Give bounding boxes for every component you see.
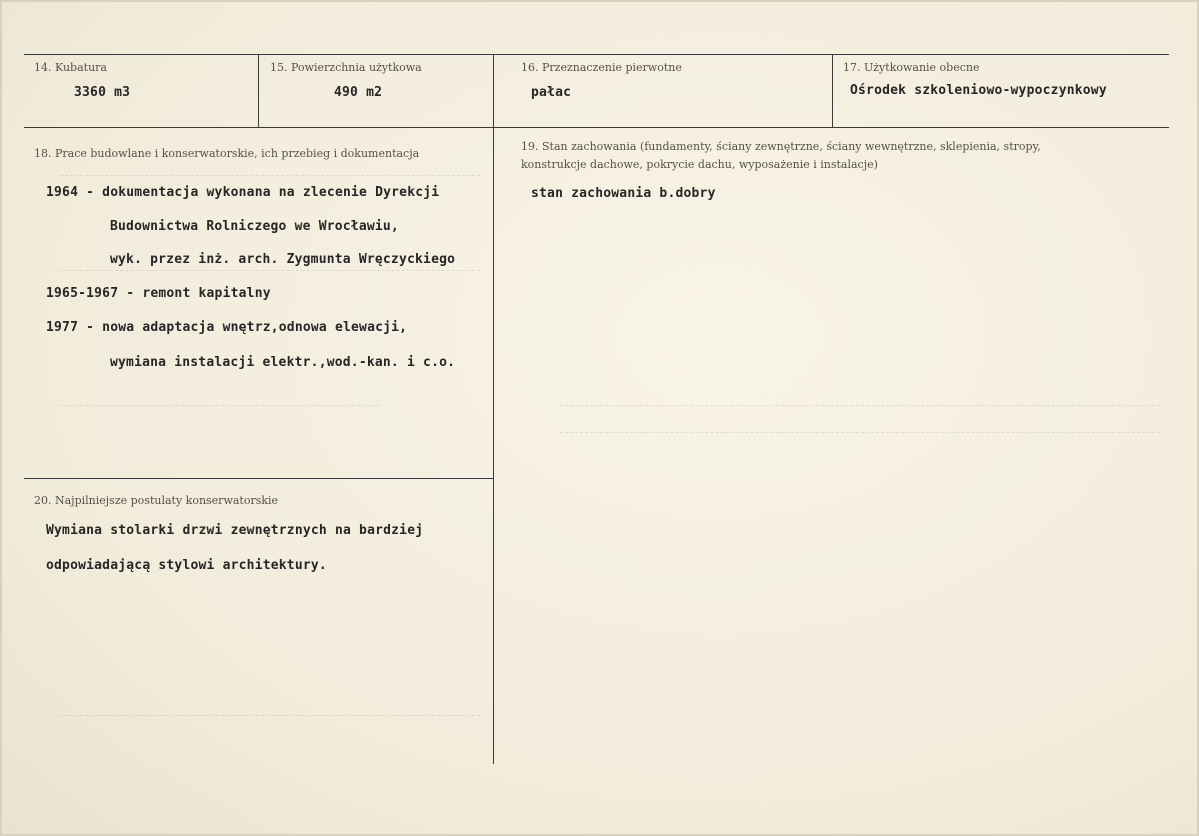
przeznaczenie-value: pałac [531, 85, 572, 100]
powierzchnia-label: 15. Powierzchnia użytkowa [270, 61, 422, 74]
postulaty-line: Wymiana stolarki drzwi zewnętrznych na bardziej [46, 523, 424, 538]
divider-16-17 [832, 54, 833, 128]
powierzchnia-value: 490 m2 [334, 85, 383, 100]
uzytkowanie-value: Ośrodek szkoleniowo-wypoczynkowy [850, 83, 1107, 98]
top-rule [24, 54, 1169, 55]
divider-main [493, 54, 494, 764]
prace-line: 1977 - nowa adaptacja wnętrz,odnowa elewacji, [46, 320, 408, 335]
stan-zachowania-value: stan zachowania b.dobry [531, 186, 716, 201]
prace-line: 1964 - dokumentacja wykonana na zlecenie Dyrekcji [46, 185, 440, 200]
przeznaczenie-label: 16. Przeznaczenie pierwotne [521, 61, 682, 74]
prace-line: wymiana instalacji elektr.,wod.-kan. i c.o. [110, 355, 456, 370]
section-20-rule [24, 478, 493, 479]
kubatura-value: 3360 m3 [74, 85, 131, 100]
divider-14-15 [258, 54, 259, 128]
uzytkowanie-label: 17. Użytkowanie obecne [843, 61, 980, 74]
show-through-mark [60, 175, 480, 177]
prace-label: 18. Prace budowlane i konserwatorskie, ich przebieg i dokumentacja [34, 147, 420, 160]
prace-line: Budownictwa Rolniczego we Wrocławiu, [110, 219, 399, 234]
postulaty-line: odpowiadającą stylowi architektury. [46, 558, 327, 573]
kubatura-label: 14. Kubatura [34, 61, 107, 74]
prace-line: 1965-1967 - remont kapitalny [46, 286, 271, 301]
show-through-mark [60, 405, 380, 407]
show-through-mark [560, 432, 1160, 434]
prace-line: wyk. przez inż. arch. Zygmunta Wręczyckiego [110, 252, 456, 267]
show-through-mark [560, 405, 1160, 407]
show-through-mark [60, 715, 480, 717]
show-through-mark [60, 270, 480, 272]
stan-zachowania-label: 19. Stan zachowania (fundamenty, ściany zewnętrzne, ściany wewnętrzne, sklepienia, stropy, konstrukcje dachowe, pokrycie dachu, wyposażenie i instalacje) [521, 140, 1041, 171]
row-rule [24, 127, 1169, 128]
postulaty-label: 20. Najpilniejsze postulaty konserwatorskie [34, 494, 279, 507]
